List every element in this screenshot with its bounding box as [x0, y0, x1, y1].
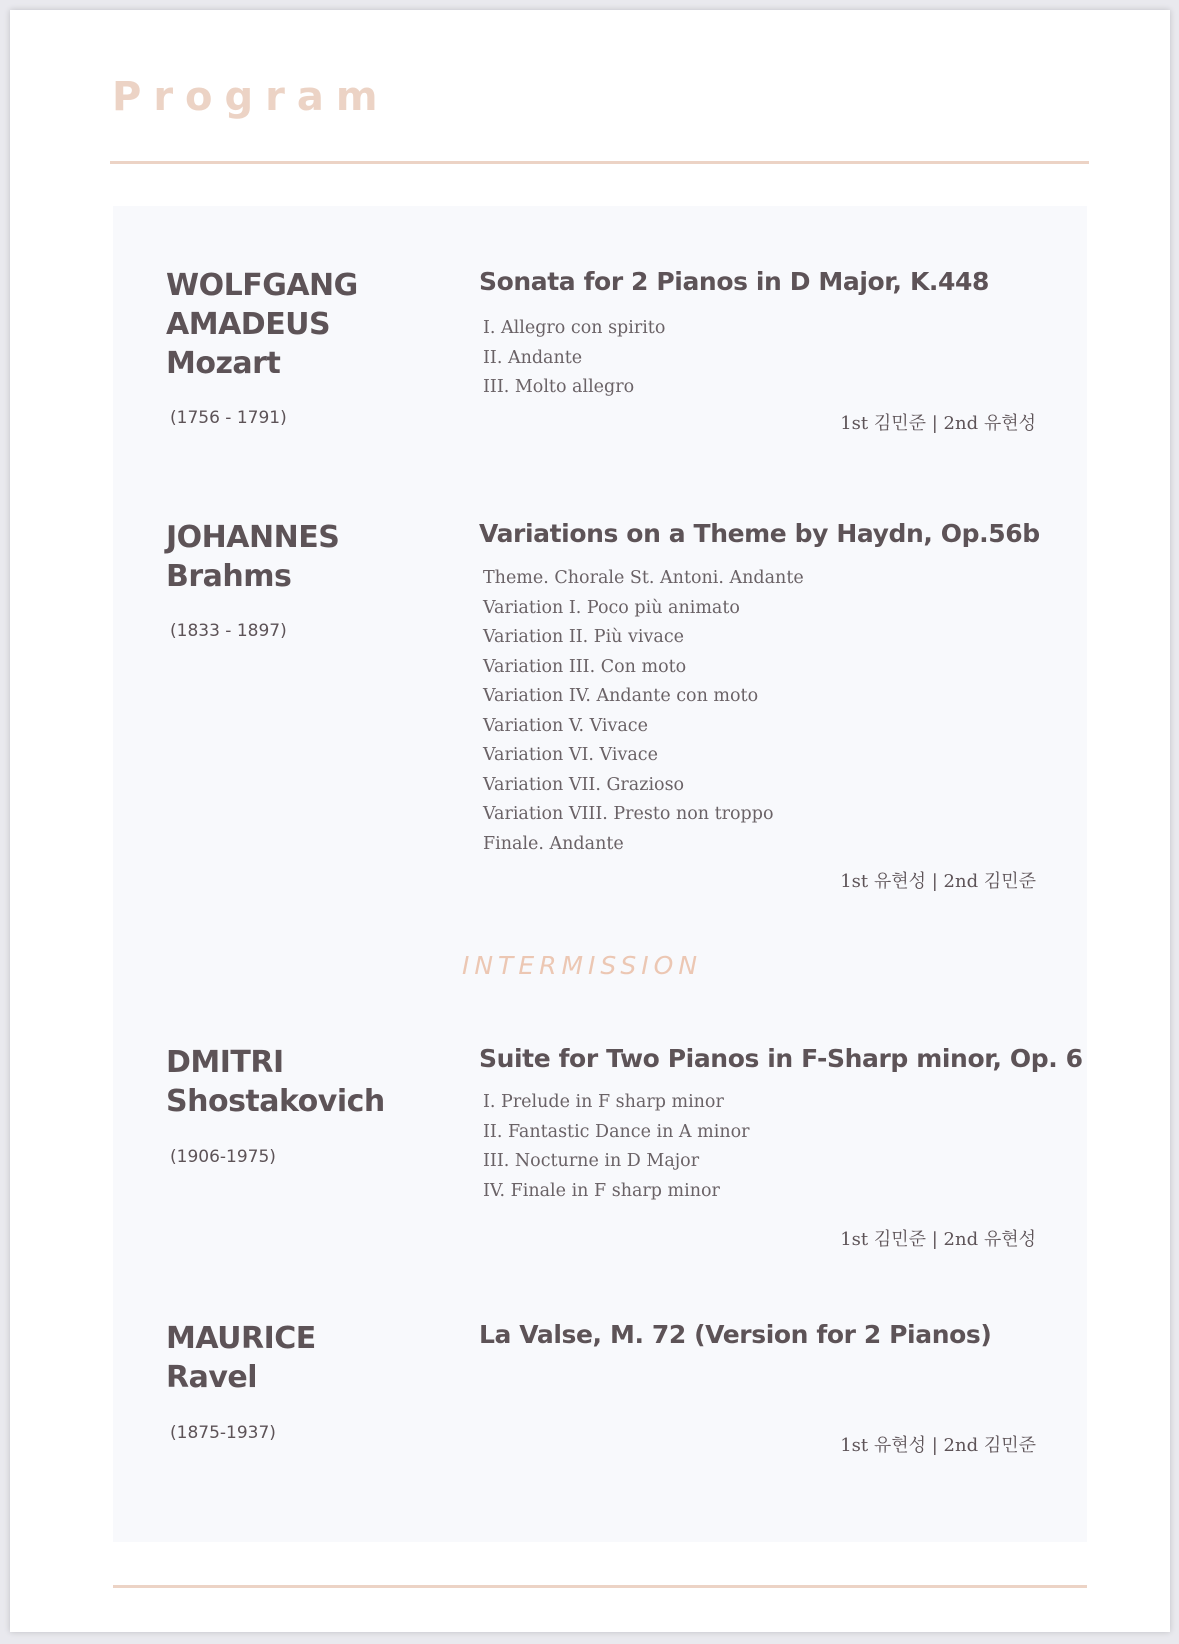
- program-panel: [113, 206, 1087, 1542]
- composer-name-line: WOLFGANG: [166, 268, 358, 303]
- work-title: Suite for Two Pianos in F-Sharp minor, Op. 6: [479, 1044, 1083, 1073]
- composer-years: (1875-1937): [170, 1423, 276, 1443]
- movement-item: Variation I. Poco più animato: [483, 597, 740, 618]
- work-title: Sonata for 2 Pianos in D Major, K.448: [479, 267, 990, 296]
- composer-name-line: Ravel: [166, 1360, 258, 1395]
- composer-name-line: DMITRI: [166, 1045, 284, 1080]
- performers-line: 1st 유현성 | 2nd 김민준: [840, 871, 1036, 892]
- page-title: Program: [112, 74, 390, 120]
- performers-line: 1st 김민준 | 2nd 유현성: [840, 1229, 1036, 1250]
- bottom-divider: [113, 1585, 1087, 1588]
- movement-list: [483, 1088, 750, 1206]
- composer-years: (1756 - 1791): [170, 408, 287, 428]
- composer-name-line: MAURICE: [166, 1321, 316, 1356]
- movement-item: II. Fantastic Dance in A minor: [483, 1121, 750, 1142]
- top-divider: [110, 161, 1089, 164]
- movement-item: III. Molto allegro: [483, 377, 635, 397]
- movement-list: [483, 314, 665, 403]
- movement-item: III. Nocturne in D Major: [483, 1151, 700, 1171]
- composer-years: (1833 - 1897): [170, 621, 287, 641]
- composer-name-line: Brahms: [166, 559, 292, 594]
- composer-name-line: Mozart: [166, 346, 281, 381]
- movement-item: Variation V. Vivace: [483, 715, 648, 736]
- intermission-label: INTERMISSION: [461, 951, 703, 980]
- composer-name-line: Shostakovich: [166, 1084, 385, 1119]
- composer-name: [166, 266, 358, 383]
- movement-item: Variation III. Con moto: [483, 656, 687, 677]
- movement-item: Finale. Andante: [483, 833, 624, 854]
- movement-item: II. Andante: [483, 347, 583, 368]
- program-page: [10, 10, 1170, 1632]
- performers-line: 1st 유현성 | 2nd 김민준: [840, 1435, 1036, 1456]
- movement-item: Variation VI. Vivace: [483, 745, 658, 765]
- movement-item: Theme. Chorale St. Antoni. Andante: [483, 568, 804, 588]
- composer-name-line: JOHANNES: [166, 520, 340, 555]
- work-title: Variations on a Theme by Haydn, Op.56b: [479, 519, 1040, 548]
- composer-name: [166, 518, 339, 596]
- composer-name: [166, 1043, 385, 1121]
- work-title: La Valse, M. 72 (Version for 2 Pianos): [479, 1320, 992, 1349]
- movement-list: [483, 564, 804, 859]
- composer-years: (1906-1975): [170, 1147, 276, 1167]
- composer-name: [166, 1319, 316, 1397]
- movement-item: Variation VIII. Presto non troppo: [483, 804, 774, 824]
- movement-item: Variation II. Più vivace: [483, 627, 684, 647]
- movement-item: Variation VII. Grazioso: [483, 774, 685, 795]
- composer-name-line: AMADEUS: [166, 307, 331, 342]
- movement-item: Variation IV. Andante con moto: [483, 686, 759, 706]
- performers-line: 1st 김민준 | 2nd 유현성: [840, 413, 1036, 434]
- movement-item: IV. Finale in F sharp minor: [483, 1180, 720, 1201]
- movement-item: I. Prelude in F sharp minor: [483, 1092, 724, 1112]
- movement-item: I. Allegro con spirito: [483, 318, 666, 338]
